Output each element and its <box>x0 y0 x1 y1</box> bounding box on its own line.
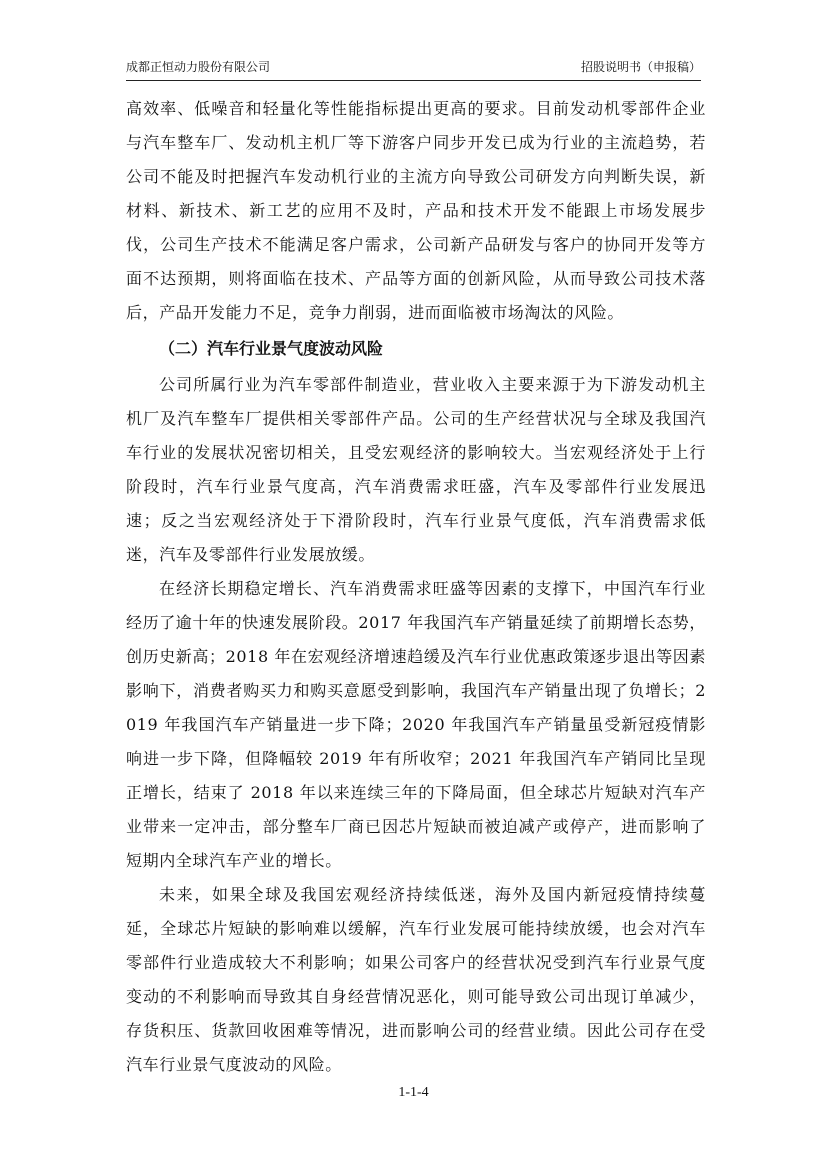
page-number: 1-1-4 <box>398 1085 429 1100</box>
paragraph-continued: 高效率、低噪音和轻量化等性能指标提出更高的要求。目前发动机零部件企业与汽车整车厂、发动机主机厂等下游客户同步开发已成为行业的主流趋势，若公司不能及时把握汽车发动机行业的主流方向导致公司研发方向判断失误，新材料、新技术、新工艺的应用不及时，产品和技术开发不能跟上市场发展步伐，公司生产技术不能满足客户需求，公司新产品研发与客户的协同开发等方面不达预期，则将面临在技术、产品等方面的创新风险，从而导致公司技术落后，产品开发能力不足，竞争力削弱，进而面临被市场淘汰的风险。 <box>126 99 706 322</box>
page-header <box>126 60 701 81</box>
paragraph-outlook: 未来，如果全球及我国宏观经济持续低迷，海外及国内新冠疫情持续蔓延，全球芯片短缺的影响难以缓解，汽车行业发展可能持续放缓，也会对汽车零部件行业造成较大不利影响；如果公司客户的经营状况受到汽车行业景气度变动的不利影响而导致其自身经营情况恶化，则可能导致公司出现订单减少，存货积压、货款回收困难等情况，进而影响公司的经营业绩。因此公司存在受汽车行业景气度波动的风险。 <box>126 885 706 1074</box>
paragraph-history: 在经济长期稳定增长、汽车消费需求旺盛等因素的支撑下，中国汽车行业经历了逾十年的快速发展阶段。2017 年我国汽车产销量延续了前期增长态势，创历史新高；2018 年在宏观经济增速趋缓及汽车行业优惠政策逐步退出等因素影响下，消费者购买力和购买意愿受到影响，我国汽车产销量出现了负增长；2019 年我国汽车产销量进一步下降；2020 年我国汽车产销量虽受新冠疫情影响进一步下降，但降幅较 2019 年有所收窄；2021 年我国汽车产销同比呈现正增长，结束了 2018 年以来连续三年的下降局面，但全球芯片短缺对汽车产业带来一定冲击，部分整车厂商已因芯片短缺而被迫减产或停产，进而影响了短期内全球汽车产业的增长。 <box>126 579 707 870</box>
section-heading: （二）汽车行业景气度波动风险 <box>159 339 384 358</box>
company-name: 成都正恒动力股份有限公司 <box>126 60 271 74</box>
paragraph-industry: 公司所属行业为汽车零部件制造业，营业收入主要来源于为下游发动机主机厂及汽车整车厂提供相关零部件产品。公司的生产经营状况与全球及我国汽车行业的发展状况密切相关，且受宏观经济的影响较大。当宏观经济处于上行阶段时，汽车行业景气度高，汽车消费需求旺盛，汽车及零部件行业发展迅速；反之当宏观经济处于下滑阶段时，汽车行业景气度低，汽车消费需求低迷，汽车及零部件行业发展放缓。 <box>126 375 706 564</box>
document-type: 招股说明书（申报稿） <box>580 60 701 74</box>
document-body <box>126 92 706 1082</box>
